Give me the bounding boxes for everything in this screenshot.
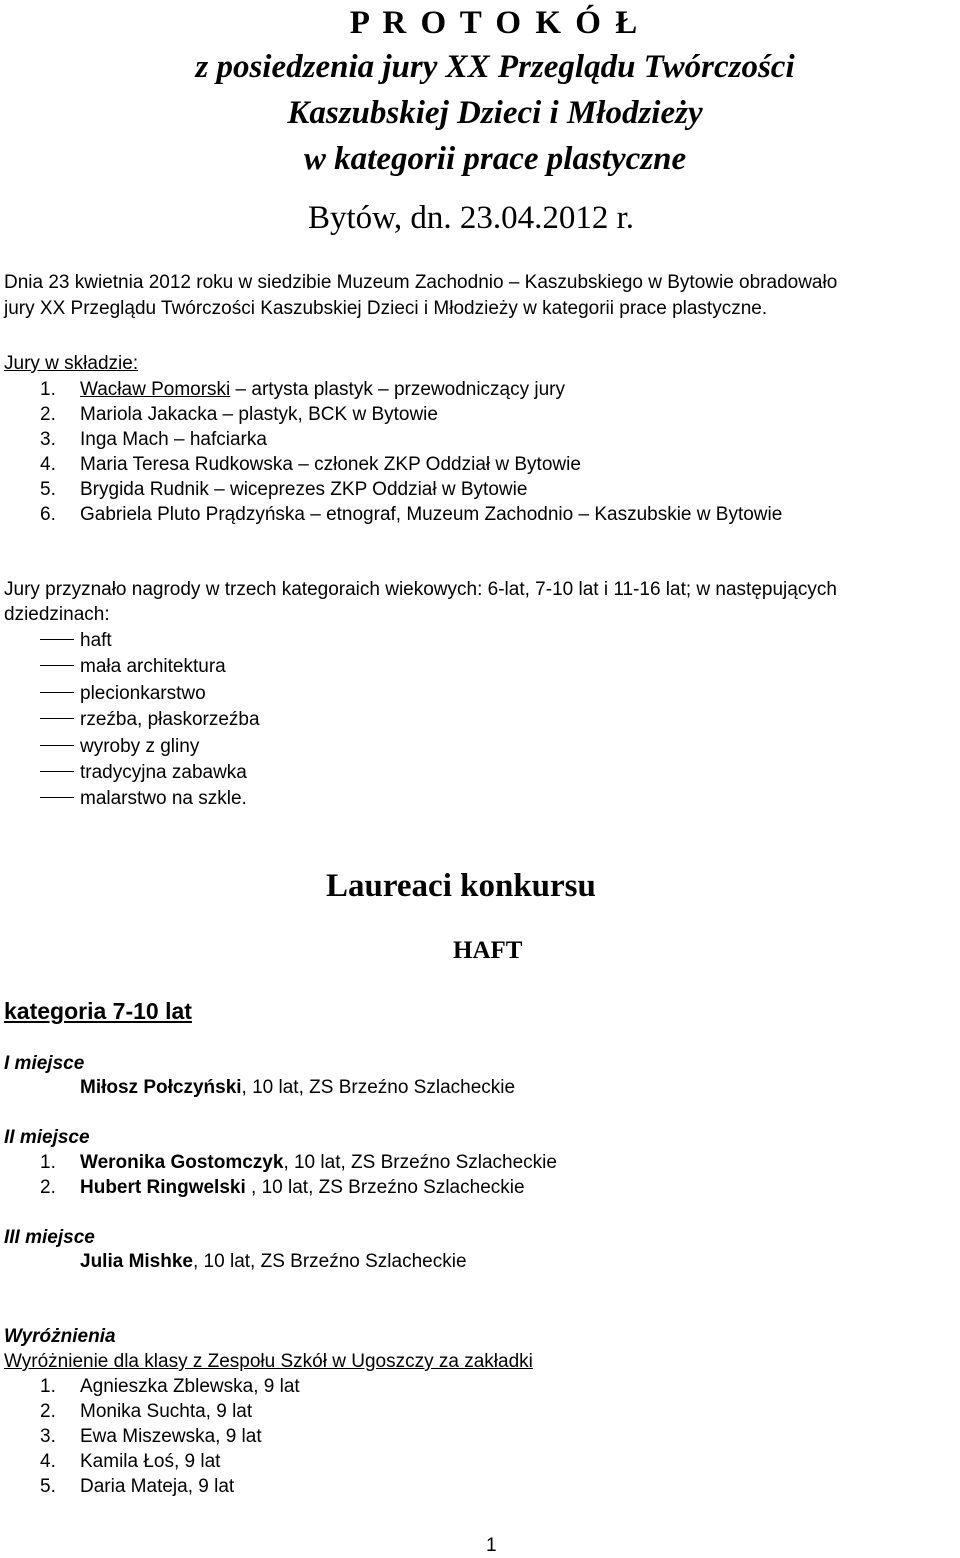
jury-member-number: 5. [40,479,56,500]
entry-number: 2. [40,1177,56,1198]
field-list-item: malarstwo na szkle. [40,786,247,811]
first-place-heading: I miejsce [4,1053,85,1074]
entry-number: 1. [40,1152,56,1173]
laureate-name: Julia Mishke [80,1251,193,1272]
jury-member-number: 4. [40,454,56,475]
entry-number: 2. [40,1401,56,1422]
jury-member-name: Mariola Jakacka [80,404,218,425]
age-category-heading: kategoria 7-10 lat [4,998,192,1024]
distinction-text: Ewa Miszewska, 9 lat [80,1426,262,1447]
distinctions-subheading: Wyróżnienie dla klasy z Zespołu Szkół w Ugoszczy za zakładki [4,1351,533,1372]
laureate-details: , 10 lat, ZS Brzeźno Szlacheckie [245,1177,525,1198]
laureate-name: Weronika Gostomczyk [80,1152,284,1173]
third-place-entry [80,1249,467,1274]
document-subtitle-line-2: Kaszubskiej Dzieci i Młodzieży [287,95,703,131]
jury-member-number: 6. [40,504,56,525]
jury-member-number: 1. [40,379,56,400]
entry-number: 4. [40,1451,56,1472]
entry-number: 5. [40,1476,56,1497]
distinctions-heading: Wyróżnienia [4,1326,116,1347]
jury-member-name: Wacław Pomorski [80,379,231,400]
awards-line-2: dziedzinach: [4,604,110,625]
laureate-name: Miłosz Połczyński [80,1077,242,1098]
jury-member-number: 2. [40,404,56,425]
distinction-text: Kamila Łoś, 9 lat [80,1451,221,1472]
field-list-item: rzeźba, płaskorzeźba [40,707,260,732]
distinction-text: Daria Mateja, 9 lat [80,1476,235,1497]
field-list-item: wyroby z gliny [40,734,199,759]
entry-number: 1. [40,1376,56,1397]
jury-member-name: Inga Mach [80,429,169,450]
jury-member-role: – etnograf, Muzeum Zachodnio – Kaszubskie w Bytowie [304,504,783,525]
field-list-item: tradycyjna zabawka [40,760,247,785]
jury-member-name: Maria Teresa Rudkowska [80,454,293,475]
laureate-details: , 10 lat, ZS Brzeźno Szlacheckie [283,1152,557,1173]
dash-bullet-icon [40,639,74,640]
place-and-date: Bytów, dn. 23.04.2012 r. [308,200,635,236]
jury-member-role: – artysta plastyk – przewodniczący jury [230,379,566,400]
field-list-item: haft [40,628,112,653]
document-title: P R O T O K Ó Ł [349,5,641,41]
jury-member-role: – hafciarka [168,429,267,450]
awards-line-1: Jury przyznało nagrody w trzech kategoraich wiekowych: 6-lat, 7-10 lat i 11-16 lat; w następujących [4,579,837,600]
jury-heading: Jury w składzie: [4,353,139,374]
field-list-item: mała architektura [40,654,226,679]
distinction-text: Agnieszka Zblewska, 9 lat [80,1376,300,1397]
intro-line-1: Dnia 23 kwietnia 2012 roku w siedzibie Muzeum Zachodnio – Kaszubskiego w Bytowie obradowało [4,272,838,293]
jury-member-name: Brygida Rudnik [80,479,209,500]
dash-bullet-icon [40,745,74,746]
jury-member-role: – wiceprezes ZKP Oddział w Bytowie [208,479,528,500]
document-subtitle-line-3: w kategorii prace plastyczne [303,141,687,177]
laureate-details: , 10 lat, ZS Brzeźno Szlacheckie [241,1077,516,1098]
dash-bullet-icon [40,797,74,798]
jury-member-role: – plastyk, BCK w Bytowie [217,404,438,425]
laureate-name: Hubert Ringwelski [80,1177,246,1198]
page-number: 1 [486,1535,497,1556]
dash-bullet-icon [40,665,74,666]
distinction-text: Monika Suchta, 9 lat [80,1401,253,1422]
discipline-heading: HAFT [453,937,523,964]
first-place-entry [80,1075,515,1100]
dash-bullet-icon [40,692,74,693]
entry-number: 3. [40,1426,56,1447]
jury-member-number: 3. [40,429,56,450]
field-list-item: plecionkarstwo [40,681,206,706]
intro-line-2: jury XX Przeglądu Twórczości Kaszubskiej Dzieci i Młodzieży w kategorii prace plastyczne. [4,298,768,319]
dash-bullet-icon [40,771,74,772]
laureates-heading: Laureaci konkursu [326,868,596,904]
laureate-details: , 10 lat, ZS Brzeźno Szlacheckie [193,1251,467,1272]
document-subtitle-line-1: z posiedzenia jury XX Przeglądu Twórczości [195,49,795,85]
jury-member-name: Gabriela Pluto Prądzyńska [80,504,305,525]
jury-member-role: – członek ZKP Oddział w Bytowie [292,454,581,475]
third-place-heading: III miejsce [4,1227,95,1248]
second-place-heading: II miejsce [4,1127,90,1148]
dash-bullet-icon [40,718,74,719]
